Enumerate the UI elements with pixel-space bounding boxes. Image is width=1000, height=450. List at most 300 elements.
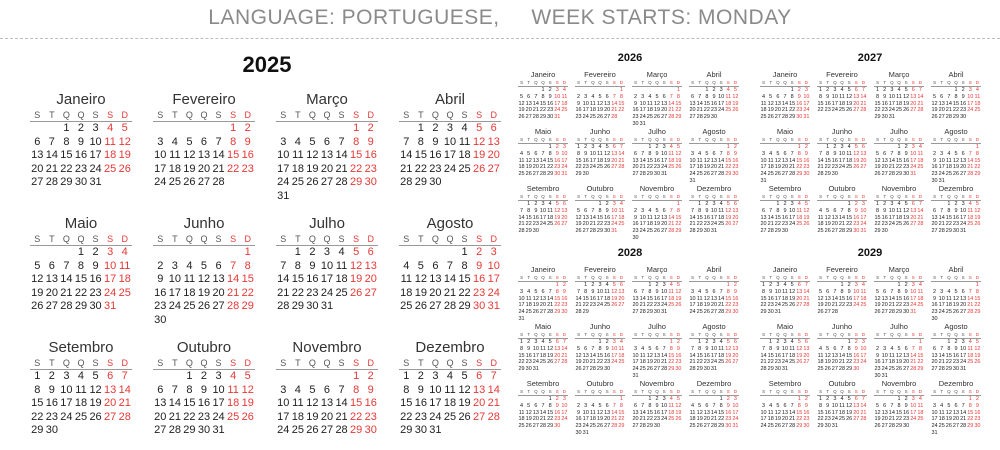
weekday-header — [874, 389, 924, 396]
empty-cell — [718, 144, 725, 151]
day-cell: 11 — [444, 383, 456, 396]
day-cell: 17 — [60, 397, 73, 409]
weekday-label: S — [605, 332, 609, 337]
weekday-label: S — [92, 234, 99, 244]
empty-cell — [518, 282, 525, 289]
month-block — [399, 214, 501, 314]
day-cell: 3 — [890, 201, 894, 207]
weekday-label: S — [719, 275, 723, 280]
day-cell: 14 — [781, 100, 789, 107]
day-cell: 28 — [168, 424, 181, 436]
empty-cell — [931, 339, 938, 346]
weekday-header — [518, 332, 568, 339]
day-cell: 30 — [974, 423, 981, 430]
weekday-label: S — [691, 332, 695, 337]
day-cell: 5 — [804, 201, 808, 207]
day-cell: 17 — [532, 352, 539, 359]
weekday-label: S — [726, 332, 730, 337]
day-cell: 20 — [703, 416, 710, 423]
day-cell: 7 — [833, 288, 837, 295]
day-cell: 13 — [881, 409, 888, 416]
day-cell: 15 — [696, 214, 703, 221]
day-cell: 1 — [975, 144, 979, 150]
day-cell: 11 — [104, 135, 116, 148]
day-cell: 17 — [104, 273, 117, 285]
day-cell: 9 — [527, 345, 531, 352]
weekday-label: T — [172, 358, 178, 368]
weekday-label: S — [520, 137, 524, 142]
day-cell: 2 — [954, 201, 958, 207]
day-cell: 11 — [292, 149, 304, 161]
day-cell: 19 — [89, 397, 102, 409]
day-cell: 5 — [776, 150, 780, 157]
day-cell: 19 — [952, 164, 960, 171]
day-cell: 10 — [831, 402, 838, 409]
day-cell: 29 — [414, 176, 427, 188]
day-cell: 9 — [244, 135, 251, 148]
month-block — [632, 265, 682, 316]
day-cell: 23 — [903, 302, 910, 309]
weekday-label: Q — [783, 80, 787, 85]
day-cell: 11 — [945, 157, 952, 164]
day-cell: 6 — [34, 135, 41, 148]
empty-cell — [689, 87, 696, 94]
day-cell: 4 — [940, 402, 944, 409]
day-cell: 7 — [819, 150, 823, 157]
day-cell: 6 — [691, 93, 695, 100]
month-name: Outubro — [176, 339, 232, 356]
day-cell: 12 — [306, 397, 319, 409]
day-cell: 30 — [547, 114, 554, 121]
weekday-label: Q — [783, 137, 787, 142]
day-grid — [817, 339, 867, 373]
day-cell: 10 — [967, 93, 974, 100]
empty-cell — [182, 246, 197, 260]
weekday-label: D — [121, 110, 128, 120]
day-cell: 1 — [77, 246, 85, 258]
weekday-label: T — [584, 275, 588, 280]
day-cell: 29 — [895, 423, 903, 430]
day-cell: 21 — [838, 221, 846, 228]
day-cell: 23 — [675, 359, 682, 366]
day-cell: 9 — [883, 93, 887, 100]
day-cell: 29 — [675, 228, 682, 235]
day-cell: 12 — [796, 345, 803, 352]
day-cell: 23 — [874, 366, 881, 373]
day-cell: 29 — [725, 309, 732, 316]
day-cell: 25 — [917, 302, 924, 309]
weekday-label: S — [790, 80, 794, 85]
weekday-label: Q — [712, 332, 716, 337]
weekday-header — [632, 275, 682, 282]
day-grid — [153, 370, 255, 438]
day-cell: 23 — [632, 114, 639, 121]
day-cell: 10 — [639, 100, 646, 107]
day-cell: 2 — [476, 246, 483, 258]
weekday-label: S — [968, 275, 972, 280]
day-cell: 6 — [555, 339, 559, 345]
day-cell: 29 — [74, 300, 88, 312]
weekday-label: S — [634, 389, 638, 394]
day-cell: 25 — [668, 302, 675, 309]
day-cell: 21 — [335, 410, 348, 423]
day-cell: 24 — [582, 114, 589, 121]
weekday-header — [30, 110, 132, 122]
day-cell: 30 — [89, 300, 102, 312]
day-cell: 28 — [803, 302, 810, 309]
day-cell: 6 — [367, 246, 374, 258]
day-cell: 26 — [306, 424, 319, 436]
day-cell: 15 — [760, 295, 767, 302]
day-cell: 20 — [104, 397, 117, 409]
day-cell: 1 — [598, 201, 602, 207]
day-grid — [632, 396, 682, 430]
day-cell: 12 — [518, 100, 525, 107]
day-cell: 10 — [561, 402, 568, 409]
day-cell: 25 — [518, 423, 525, 430]
weekday-label: S — [634, 137, 638, 142]
day-cell: 8 — [947, 207, 951, 214]
day-cell: 11 — [696, 157, 703, 164]
day-cell: 20 — [931, 221, 938, 228]
day-cell: 4 — [819, 345, 823, 352]
day-cell: 9 — [904, 402, 908, 409]
weekday-label: Q — [446, 358, 454, 368]
day-cell: 18 — [458, 149, 471, 161]
empty-cell — [632, 87, 639, 94]
day-cell: 25 — [443, 410, 457, 423]
day-cell: 28 — [575, 309, 582, 316]
day-cell: 8 — [847, 207, 851, 214]
day-cell: 21 — [888, 302, 895, 309]
day-cell: 11 — [917, 402, 924, 409]
day-cell: 6 — [634, 150, 638, 157]
day-cell: 16 — [473, 273, 486, 285]
day-cell: 10 — [661, 150, 668, 157]
day-cell: 21 — [518, 221, 525, 228]
day-cell: 15 — [547, 409, 554, 416]
weekday-label: S — [461, 110, 468, 120]
day-cell: 25 — [760, 114, 767, 121]
day-cell: 17 — [429, 397, 442, 409]
weekday-label: T — [641, 80, 645, 85]
day-cell: 3 — [520, 288, 524, 295]
day-cell: 18 — [689, 416, 696, 423]
day-cell: 29 — [824, 171, 831, 178]
day-cell: 12 — [525, 409, 532, 416]
day-cell: 13 — [661, 100, 668, 107]
weekday-label: S — [719, 389, 723, 394]
day-cell: 27 — [539, 309, 547, 316]
day-cell: 28 — [668, 114, 675, 121]
weekday-label: Q — [776, 389, 780, 394]
weekday-label: S — [933, 194, 937, 199]
empty-cell — [945, 396, 952, 403]
month-name: Janeiro — [530, 70, 556, 79]
day-cell: 5 — [847, 396, 851, 402]
day-cell: 12 — [596, 100, 604, 107]
day-cell: 18 — [974, 100, 981, 107]
day-cell: 18 — [967, 352, 974, 359]
day-cell: 25 — [118, 286, 131, 299]
day-cell: 25 — [917, 164, 924, 171]
day-cell: 7 — [612, 93, 616, 100]
day-cell: 25 — [604, 302, 611, 309]
month-name: Setembro — [526, 184, 560, 193]
day-cell: 10 — [938, 295, 945, 302]
day-cell: 30 — [364, 424, 377, 436]
day-cell: 19 — [532, 302, 539, 309]
empty-cell — [781, 144, 788, 151]
day-grid — [153, 246, 255, 327]
weekday-label: S — [847, 332, 851, 337]
day-cell: 3 — [555, 87, 559, 93]
month-block — [931, 265, 981, 323]
weekday-label: D — [733, 80, 738, 85]
month-name: Agosto — [944, 127, 968, 136]
day-cell: 20 — [903, 359, 910, 366]
day-cell: 28 — [335, 424, 348, 436]
weekday-label: D — [562, 275, 567, 280]
day-cell: 19 — [874, 302, 881, 309]
day-cell: 19 — [473, 149, 486, 161]
day-cell: 21 — [917, 100, 924, 107]
day-cell: 23 — [547, 107, 554, 114]
weekday-label: Q — [541, 332, 545, 337]
day-cell: 23 — [74, 162, 88, 175]
day-cell: 1 — [847, 339, 851, 345]
day-cell: 30 — [632, 234, 639, 241]
weekday-label: Q — [591, 194, 595, 199]
day-cell: 5 — [244, 370, 251, 382]
weekday-label: Q — [648, 194, 652, 199]
day-cell: 16 — [429, 149, 442, 161]
day-cell: 21 — [443, 286, 457, 299]
day-cell: 29 — [618, 423, 625, 430]
day-cell: 31 — [760, 177, 767, 184]
day-cell: 21 — [967, 164, 974, 171]
day-cell: 10 — [860, 207, 867, 214]
day-cell: 6 — [954, 402, 958, 409]
weekday-label: S — [961, 389, 965, 394]
day-cell: 2 — [769, 282, 773, 288]
day-cell: 6 — [933, 207, 937, 214]
day-cell: 13 — [582, 352, 589, 359]
day-cell: 14 — [639, 409, 646, 416]
weekday-label: Q — [897, 275, 901, 280]
day-cell: 1 — [698, 201, 702, 207]
day-cell: 25 — [335, 286, 348, 299]
empty-cell — [960, 282, 967, 289]
day-cell: 29 — [646, 309, 653, 316]
day-cell: 6 — [883, 402, 887, 409]
day-cell: 3 — [833, 87, 837, 93]
weekday-label: S — [353, 234, 360, 244]
weekday-header — [817, 389, 867, 396]
empty-cell — [817, 339, 824, 346]
weekday-label: T — [698, 332, 702, 337]
day-grid — [632, 144, 682, 178]
day-cell: 1 — [876, 87, 880, 93]
day-cell: 8 — [598, 345, 602, 352]
day-cell: 31 — [561, 171, 568, 178]
weekday-label: S — [548, 275, 552, 280]
weekday-label: S — [605, 137, 609, 142]
day-grid — [760, 201, 810, 235]
month-block — [575, 379, 625, 437]
day-cell: 14 — [589, 214, 596, 221]
day-cell: 29 — [575, 171, 582, 178]
day-cell: 5 — [598, 402, 602, 409]
day-cell: 16 — [774, 352, 781, 359]
day-cell: 7 — [48, 135, 55, 148]
day-cell: 13 — [473, 383, 486, 396]
day-cell: 19 — [575, 359, 582, 366]
day-cell: 7 — [591, 207, 595, 214]
day-cell: 18 — [760, 107, 767, 114]
weekday-label: Q — [541, 389, 545, 394]
day-cell: 26 — [846, 107, 853, 114]
day-cell: 12 — [725, 345, 732, 352]
day-cell: 8 — [648, 402, 652, 409]
weekday-label: T — [883, 80, 887, 85]
day-cell: 13 — [903, 352, 910, 359]
day-cell: 12 — [118, 135, 131, 148]
weekday-label: T — [826, 194, 830, 199]
day-cell: 1 — [975, 282, 979, 288]
day-cell: 13 — [197, 149, 211, 161]
weekday-label: S — [548, 194, 552, 199]
day-cell: 4 — [890, 345, 894, 352]
day-cell: 21 — [618, 157, 625, 164]
weekday-header — [632, 194, 682, 201]
month-name: Agosto — [702, 322, 726, 331]
empty-cell — [967, 144, 974, 151]
month-name: Abril — [434, 91, 465, 108]
day-cell: 28 — [838, 228, 846, 235]
day-cell: 15 — [518, 352, 525, 359]
day-cell: 9 — [954, 345, 958, 352]
day-cell: 11 — [668, 402, 675, 409]
empty-cell — [197, 246, 212, 260]
day-cell: 19 — [903, 214, 910, 221]
weekday-label: S — [876, 194, 880, 199]
weekday-label: Q — [655, 332, 659, 337]
weekday-label: D — [676, 80, 681, 85]
day-grid — [632, 282, 682, 316]
empty-cell — [689, 144, 696, 151]
day-cell: 27 — [760, 228, 767, 235]
day-cell: 9 — [584, 150, 588, 157]
day-cell: 24 — [760, 171, 767, 178]
day-cell: 11 — [839, 93, 845, 100]
day-cell: 10 — [596, 288, 604, 295]
day-cell: 25 — [895, 107, 903, 114]
day-cell: 17 — [931, 416, 938, 423]
day-cell: 27 — [473, 410, 486, 423]
weekday-header — [760, 275, 810, 282]
day-grid — [632, 201, 682, 242]
weekday-label: Q — [62, 358, 70, 368]
day-cell: 24 — [443, 162, 457, 175]
day-cell: 9 — [555, 150, 559, 157]
weekday-label: Q — [534, 137, 538, 142]
day-cell: 31 — [661, 171, 668, 178]
weekday-label: T — [883, 194, 887, 199]
day-cell: 12 — [575, 352, 582, 359]
day-cell: 3 — [541, 201, 545, 207]
weekday-label: S — [847, 275, 851, 280]
day-cell: 15 — [945, 214, 952, 221]
day-grid — [153, 122, 255, 190]
day-cell: 5 — [769, 93, 773, 100]
weekday-label: D — [676, 275, 681, 280]
month-name: Junho — [831, 322, 853, 331]
day-cell: 30 — [561, 309, 568, 316]
day-cell: 30 — [604, 228, 611, 235]
weekday-label: S — [605, 80, 609, 85]
day-cell: 9 — [634, 214, 638, 221]
day-cell: 2 — [591, 282, 595, 288]
day-cell: 13 — [632, 157, 639, 164]
day-cell: 14 — [831, 295, 838, 302]
day-cell: 21 — [589, 359, 596, 366]
weekday-label: D — [975, 389, 980, 394]
day-grid — [30, 122, 132, 190]
weekday-label: Q — [947, 332, 951, 337]
day-cell: 22 — [796, 416, 803, 423]
weekday-label: Q — [947, 275, 951, 280]
day-cell: 24 — [661, 164, 668, 171]
weekday-label: S — [904, 80, 908, 85]
day-cell: 16 — [547, 100, 554, 107]
weekday-label: Q — [323, 110, 331, 120]
day-cell: 14 — [689, 352, 696, 359]
day-cell: 20 — [853, 100, 860, 107]
weekday-label: Q — [890, 275, 894, 280]
day-cell: 18 — [291, 162, 304, 175]
month-name: Março — [646, 265, 668, 274]
day-cell: 1 — [527, 201, 531, 207]
day-cell: 5 — [826, 207, 830, 214]
empty-cell — [831, 339, 838, 346]
day-cell: 31 — [831, 423, 838, 430]
day-cell: 11 — [782, 288, 788, 295]
day-cell: 25 — [168, 176, 181, 188]
day-cell: 16 — [952, 214, 960, 221]
day-cell: 18 — [291, 410, 304, 423]
day-cell: 21 — [639, 164, 646, 171]
day-cell: 24 — [781, 359, 789, 366]
day-cell: 31 — [710, 366, 718, 373]
day-cell: 13 — [653, 352, 661, 359]
weekday-label: S — [92, 110, 99, 120]
day-cell: 2 — [584, 144, 588, 150]
day-cell: 20 — [931, 359, 938, 366]
day-cell: 9 — [804, 402, 808, 409]
weekday-label: S — [157, 110, 164, 120]
day-cell: 16 — [632, 221, 639, 228]
day-cell: 12 — [350, 259, 363, 272]
day-cell: 15 — [400, 397, 413, 409]
month-name: Abril — [706, 265, 722, 274]
empty-cell — [582, 339, 589, 346]
day-cell: 20 — [618, 295, 625, 302]
weekday-label: S — [476, 358, 483, 368]
day-cell: 30 — [582, 171, 589, 178]
day-cell: 11 — [938, 409, 945, 416]
day-cell: 6 — [911, 201, 915, 207]
